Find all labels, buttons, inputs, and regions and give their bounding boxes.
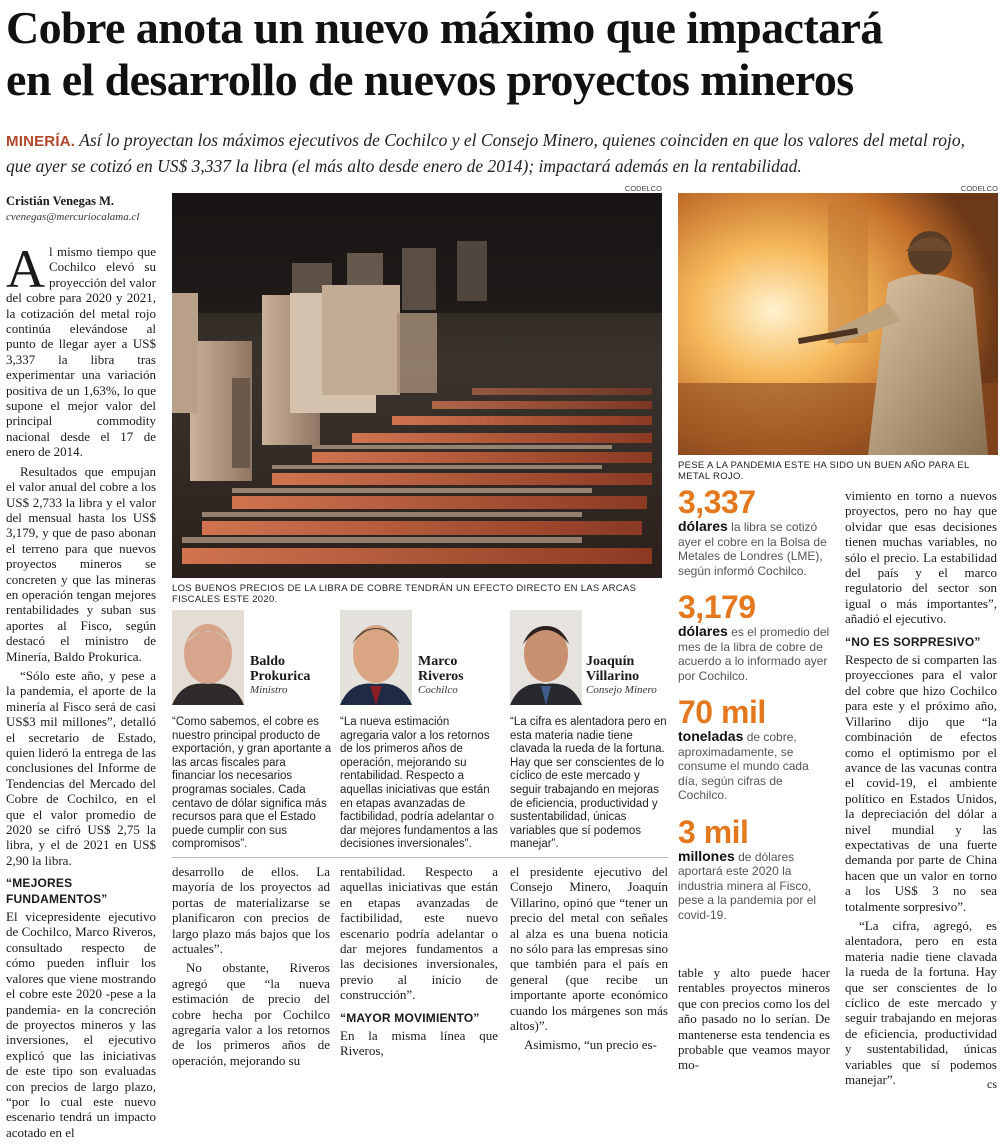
article-column-3 (340, 864, 498, 1063)
quote-divider (172, 857, 668, 858)
figure-item (678, 815, 830, 923)
figure-unit: dólares (678, 623, 728, 639)
person-first-name: Joaquín (586, 654, 635, 669)
person-last-name: Riveros (418, 669, 464, 684)
figure-value: 3,179 (678, 589, 756, 625)
col5-paragraph-1: table y alto puede hacer rentables proyectos mineros que con precios como los del año pasado no lo serían. De mantenerse esta tendencia es probable que veamos mayor mo- (678, 965, 830, 1073)
person-card-villarino (510, 610, 670, 705)
drop-cap: A (6, 239, 45, 299)
col3-paragraph-1: rentabilidad. Respecto a aquellas iniciativas que están en etapas avanzadas de factibilidad, este nuevo escenario podría adelantar o dar mejores fundamentos a las decisiones inversionales, previo al inicio de construcción”. (340, 864, 498, 1003)
photo-side-caption: PESE A LA PANDEMIA ESTE HA SIDO UN BUEN AÑO PARA EL METAL ROJO. (678, 460, 970, 482)
article-column-6 (845, 488, 997, 1093)
col1-paragraph-1: l mismo tiempo que Cochilco elevó su proyección del valor del cobre para 2020 y 2021, la cotización del metal rojo continúa elevándose al punto de llegar ayer a US$ 3,337 la libra tras experimentar una variación positiva de un 1,63%, lo que supone el mejor valor del principal commodity nacional desde el 17 de enero de 2014. (6, 244, 156, 460)
photo-copper-cathodes (172, 193, 662, 578)
figure-item (678, 695, 830, 803)
subhead-mejores-fundamentos: “MEJORES FUNDAMENTOS” (6, 876, 108, 906)
key-figures (678, 485, 830, 922)
headline-line-1: Cobre anota un nuevo máximo que impactará (6, 2, 883, 53)
col4-paragraph-2: Asimismo, “un precio es- (524, 1037, 657, 1053)
deck (6, 128, 994, 178)
section-kicker: MINERÍA. (6, 133, 76, 150)
person-first-name: Baldo (250, 654, 286, 669)
quote-riveros: “La nueva estimación agregaria valor a los retornos de los primeros años de operación, mejorando su rentabilidad. Respecto a aquellas iniciativas que están en etapas avanzadas de factibilidad, podría adelantar o dar mejores fundamentos a las decisiones inversionales”. (340, 716, 498, 851)
person-first-name: Marco (418, 654, 458, 669)
person-role: Consejo Minero (586, 684, 657, 696)
figure-item (678, 590, 830, 683)
subhead-no-es-sorpresivo: “NO ES SORPRESIVO” (845, 634, 981, 649)
figure-unit: toneladas (678, 728, 744, 744)
end-mark: cs (987, 1077, 997, 1092)
person-card-riveros (340, 610, 510, 705)
figure-value: 70 mil (678, 694, 766, 730)
subhead-mayor-movimiento: “MAYOR MOVIMIENTO” (340, 1010, 480, 1025)
figure-unit: millones (678, 847, 735, 864)
figure-text: es el promedio del mes de la libra de cobre de acuerdo a lo informado ayer por Cochilco. (678, 625, 830, 683)
col6-paragraph-2: Respecto de si comparten las proyecciones para el valor del cobre que hizo Cochilco para este y el próximo año, Villarino dijo que “la combinación de efectos como el optimismo por el avance de las vacunas contra el covid-19, el ambiente político en Estados Unidos, la depreciación del dólar a nivel mundial y las expectativas de una fuerte demanda por parte de China hacen que un valor en torno a los US$ 3 no sea totalmente sorpresivo”. (845, 652, 997, 914)
photo-smelter-worker (678, 193, 998, 455)
person-card-prokurica (172, 610, 332, 705)
figure-text: de dólares aportará este 2020 la industria minera al Fisco, pese a la pandemia por el covid-19. (678, 849, 817, 922)
col3-paragraph-2: En la misma línea que Riveros, (340, 1028, 498, 1059)
article-column-4 (510, 864, 668, 1057)
portrait-villarino (510, 610, 582, 705)
photo-side-credit: CODELCO (960, 184, 998, 193)
article-column-5 (678, 965, 830, 1077)
col4-paragraph-1: el presidente ejecutivo del Consejo Minero, Joaquín Villarino, opinó que “tener un precio del metal con señales al alza es una buena noticia no sólo para las empresas sino que también para el país en general (que recibe un importante aporte económico cuando los márgenes son más altos)”. (510, 864, 668, 1034)
col2-paragraph-1: desarrollo de ellos. La mayoría de los proyectos ad portas de materializarse se planificaron con precios de largo plazo más bajos que los actuales”. (172, 864, 330, 957)
figure-value: 3,337 (678, 484, 756, 520)
headline (6, 2, 996, 106)
col6-paragraph-3: “La cifra, agregó, es alentadora, pero en esta materia nadie tiene clavada la rueda de la fortuna. Hay que ser conscientes de lo cíclico de este mercado y seguir trabajando en mejoras de eficiencia, productividad y sustentabilidad, únicas variables que sí podemos manejar”. (845, 917, 997, 1088)
photo-main-credit: CODELCO (624, 184, 662, 193)
figure-unit: dólares (678, 518, 728, 534)
photo-main-caption: LOS BUENOS PRECIOS DE LA LIBRA DE COBRE TENDRÁN UN EFECTO DIRECTO EN LAS ARCAS FISCALES ESTE 2020. (172, 583, 637, 605)
quote-prokurica: “Como sabemos, el cobre es nuestro principal producto de exportación, y gran aportante a las arcas fiscales para financiar los necesarios programas sociales. Cada centavo de dólar significa más recursos para que el Estado puede cumplir con sus compromisos”. (172, 716, 332, 851)
quote-villarino: “La cifra es alentadora pero en esta materia nadie tiene clavada la rueda de la fortuna. Hay que ser conscientes de lo cíclico de este mercado y seguir trabajando en mejoras de eficiencia, productividad y sustentabilidad, únicas variables que sí podemos manejar”. (510, 716, 667, 851)
person-last-name: Villarino (586, 669, 640, 684)
col1-paragraph-3: “Sólo este año, y pese a la pandemia, el aporte de la minería al Fisco será de casi US$3 mil millones”, detalló el secretario de Estado, quien lideró la entrega de las conclusiones del Informe de Tendencias del Mercado del Cobre de Cochilco, en el que el valor promedio de 2020 se cifró US$ 2,75 la libra, y el de 2021 en US$ 2,90 la libra. (6, 667, 156, 868)
person-role: Ministro (250, 684, 288, 696)
article-column-2 (172, 864, 330, 1072)
deck-text: Así lo proyectan los máximos ejecutivos de Cochilco y el Consejo Minero, quienes coinciden en que los valores del metal rojo, que ayer se cotizó en US$ 3,337 la libra (el más alto desde enero de 2014); impactará además en la rentabilidad. (6, 130, 965, 176)
person-last-name: Prokurica (250, 669, 311, 684)
figure-text: la libra se cotizó ayer el cobre en la Bolsa de Metales de Londres (LME), según informó Cochilco. (678, 520, 827, 578)
byline-author: Cristián Venegas M. (6, 194, 114, 208)
portrait-riveros (340, 610, 412, 705)
col1-paragraph-4: El vicepresidente ejecutivo de Cochilco, Marco Riveros, consultado respecto de cómo pueden influir los valores que viene mostrando el cobre este 2020 -pese a la pandemia- en la concreción de proyectos mineros y las inversiones, el ejecutivo explicó que las iniciativas de este tipo son evaluadas con precios de largo plazo, “por lo cual este nuevo escenario tendrá un impacto acotado en el (6, 909, 156, 1140)
col6-paragraph-1: vimiento en torno a nuevos proyectos, pero no hay que olvidar que esas decisiones tienen muchas variables, no sólo el precio. La estabilidad del país y el marco regulatorio del sector son igual o más importantes”, añadió el ejecutivo. (845, 488, 997, 627)
person-role: Cochilco (418, 684, 458, 696)
figure-value: 3 mil (678, 813, 749, 850)
col1-paragraph-2: Resultados que empujan el valor anual del cobre a los US$ 2,733 la libra y el valor del mensual hasta los US$ 3,179, y que de paso abonan el terreno para que nuevos proyectos mineros se concreten y que las mineras en operación tengan mejores rentabilidades y suban sus aportes al Fisco, según destacó el ministro de Minería, Baldo Prokurica. (6, 463, 156, 664)
figure-text: de cobre, aproximadamente, se consume el mundo cada día, según cifras de Cochilco. (678, 730, 809, 802)
col2-paragraph-2: No obstante, Riveros agregó que “la nueva estimación de precio del cobre hecha por Cochilco agregaría valor a los retornos de los primeros años de operación, mejorando su (172, 960, 330, 1068)
headline-line-2: en el desarrollo de nuevos proyectos mineros (6, 54, 854, 105)
byline-email[interactable]: cvenegas@mercuriocalama.cl (6, 211, 140, 223)
figure-item (678, 485, 830, 578)
portrait-prokurica (172, 610, 244, 705)
article-column-1 (6, 239, 156, 1144)
